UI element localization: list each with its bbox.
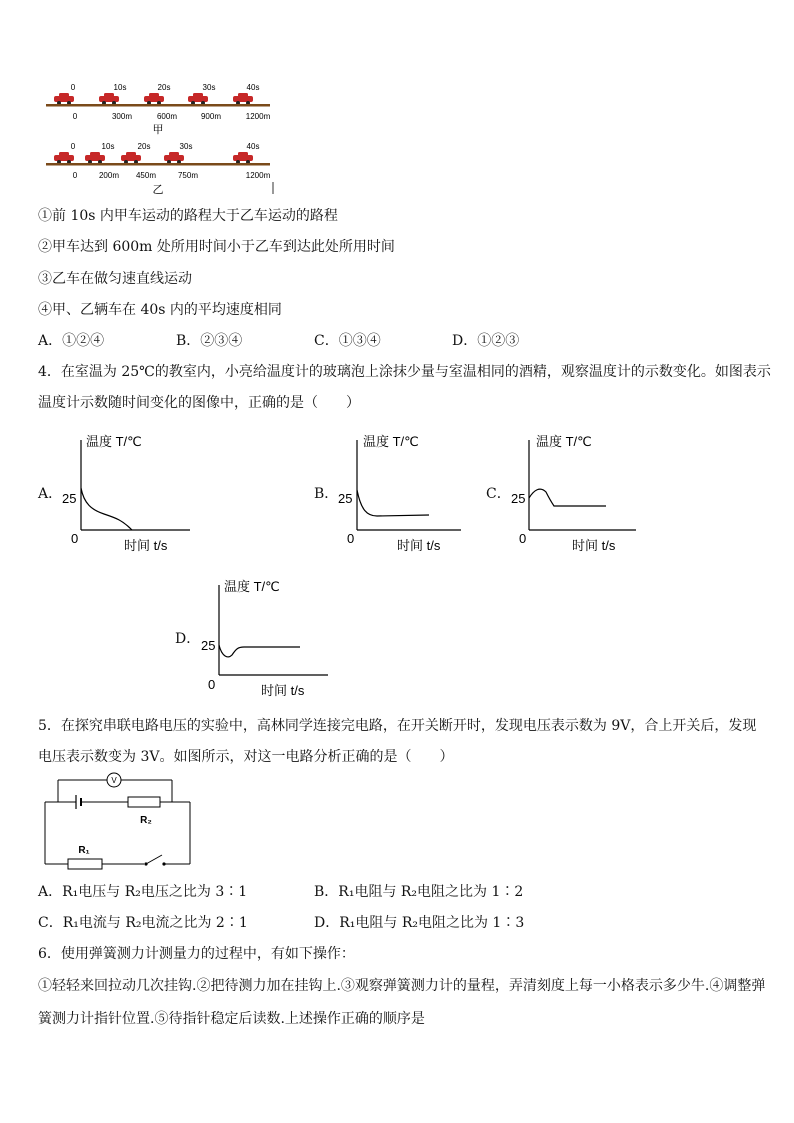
temperature-curve <box>529 489 606 506</box>
y-axis-label: 温度 T/℃ <box>363 434 419 449</box>
time-label: 0 <box>70 83 76 92</box>
origin-label: 0 <box>347 531 355 546</box>
time-label: 10s <box>101 142 115 151</box>
distance-label: 1200m <box>245 112 271 121</box>
voltmeter-label: V <box>111 776 117 785</box>
time-label: 30s <box>179 142 193 151</box>
statement-2: ②甲车达到 600m 处所用时间小于乙车到达此处所用时间 <box>38 239 395 255</box>
y-tick-25: 25 <box>338 491 353 506</box>
option-d[interactable]: D．①②③ <box>452 333 520 349</box>
road-line <box>46 163 270 166</box>
car-icon <box>54 93 74 105</box>
car-icon <box>85 152 105 164</box>
graph-b[interactable] <box>335 430 475 555</box>
car-icon <box>121 152 141 164</box>
distance-label: 450m <box>135 171 157 180</box>
car-icon <box>188 93 208 105</box>
car-icon <box>99 93 119 105</box>
y-tick-25: 25 <box>511 491 526 506</box>
graph-d-label[interactable]: D． <box>175 631 201 647</box>
y-tick-25: 25 <box>62 491 77 506</box>
statement-3: ③乙车在做匀速直线运动 <box>38 271 192 287</box>
car-icon <box>233 152 253 164</box>
car-track-figure <box>40 78 280 196</box>
q5-option-d[interactable]: D．R₁电阻与 R₂电阻之比为 1∶3 <box>314 915 525 931</box>
statement-1: ①前 10s 内甲车运动的路程大于乙车运动的路程 <box>38 208 338 224</box>
time-label: 20s <box>157 83 171 92</box>
q5-stem-line1: 5．在探究串联电路电压的实验中，高林同学连接完电路，在开关断开时，发现电压表示数为 9V，合上开关后，发现 <box>38 718 757 734</box>
time-label: 40s <box>246 83 260 92</box>
x-axis-label: 时间 t/s <box>397 538 441 553</box>
time-label: 20s <box>137 142 151 151</box>
q4-stem-line1: 4．在室温为 25℃的教室内，小亮给温度计的玻璃泡上涂抹少量与室温相同的酒精，观察温度计的示数变化。如图表示 <box>38 364 771 380</box>
origin-label: 0 <box>519 531 527 546</box>
y-axis-label: 温度 T/℃ <box>224 579 280 594</box>
q5-option-b[interactable]: B．R₁电阻与 R₂电阻之比为 1∶2 <box>314 884 524 900</box>
distance-label: 300m <box>111 112 133 121</box>
q6-stem: 6．使用弹簧测力计测量力的过程中，有如下操作： <box>38 946 355 962</box>
track-label: 乙 <box>152 184 164 196</box>
temperature-curve <box>81 488 132 530</box>
q6-line1: ①轻轻来回拉动几次挂钩.②把待测力加在挂钩上.③观察弹簧测力计的量程，弄清刻度上每一小格表示多少牛.④调整弹 <box>38 978 766 994</box>
x-axis-label: 时间 t/s <box>124 538 168 553</box>
circuit-diagram <box>40 768 200 876</box>
temperature-curve <box>219 645 300 657</box>
q5-stem-line2: 电压表示数变为 3V。如图所示，对这一电路分析正确的是（ ） <box>38 749 454 765</box>
distance-label: 900m <box>200 112 222 121</box>
q5-option-a[interactable]: A．R₁电压与 R₂电压之比为 3∶1 <box>38 884 248 900</box>
car-icon <box>54 152 74 164</box>
y-axis-label: 温度 T/℃ <box>86 434 142 449</box>
temperature-curve <box>357 490 429 516</box>
road-line <box>46 104 270 107</box>
graph-b-label[interactable]: B． <box>314 486 339 502</box>
q4-stem-line2: 温度计示数随时间变化的图像中，正确的是（ ） <box>38 395 360 411</box>
origin-label: 0 <box>71 531 79 546</box>
car-icon <box>164 152 184 164</box>
x-axis-label: 时间 t/s <box>572 538 616 553</box>
time-label: 40s <box>246 142 260 151</box>
distance-label: 0 <box>72 112 78 121</box>
distance-label: 0 <box>72 171 78 180</box>
car-icon <box>144 93 164 105</box>
option-b[interactable]: B．②③④ <box>176 333 243 349</box>
y-tick-25: 25 <box>201 638 216 653</box>
resistor-r2 <box>128 797 160 807</box>
x-axis-label: 时间 t/s <box>261 683 305 698</box>
time-label: 10s <box>113 83 127 92</box>
distance-label: 1200m <box>245 171 271 180</box>
option-c[interactable]: C．①③④ <box>314 333 381 349</box>
track-yi <box>46 142 273 196</box>
graph-a-label[interactable]: A． <box>38 486 63 502</box>
car-icon <box>233 93 253 105</box>
q5-option-c[interactable]: C．R₁电流与 R₂电流之比为 2∶1 <box>38 915 248 931</box>
graph-a[interactable] <box>60 430 200 555</box>
graph-d[interactable] <box>198 575 338 700</box>
q6-line2: 簧测力计指针位置.⑤待指针稳定后读数.上述操作正确的顺序是 <box>38 1011 425 1027</box>
graph-c[interactable] <box>508 430 648 555</box>
r2-label: R₂ <box>140 815 152 826</box>
track-label: 甲 <box>152 124 164 136</box>
r1-label: R₁ <box>78 845 90 856</box>
distance-label: 200m <box>98 171 120 180</box>
option-a[interactable]: A．①②④ <box>38 333 105 349</box>
y-axis-label: 温度 T/℃ <box>536 434 592 449</box>
time-label: 30s <box>202 83 216 92</box>
distance-label: 600m <box>156 112 178 121</box>
time-label: 0 <box>70 142 76 151</box>
resistor-r1 <box>68 859 102 869</box>
origin-label: 0 <box>208 677 216 692</box>
distance-label: 750m <box>177 171 199 180</box>
statement-4: ④甲、乙辆车在 40s 内的平均速度相同 <box>38 302 282 318</box>
track-jia <box>46 83 271 136</box>
graph-c-label[interactable]: C． <box>486 486 511 502</box>
